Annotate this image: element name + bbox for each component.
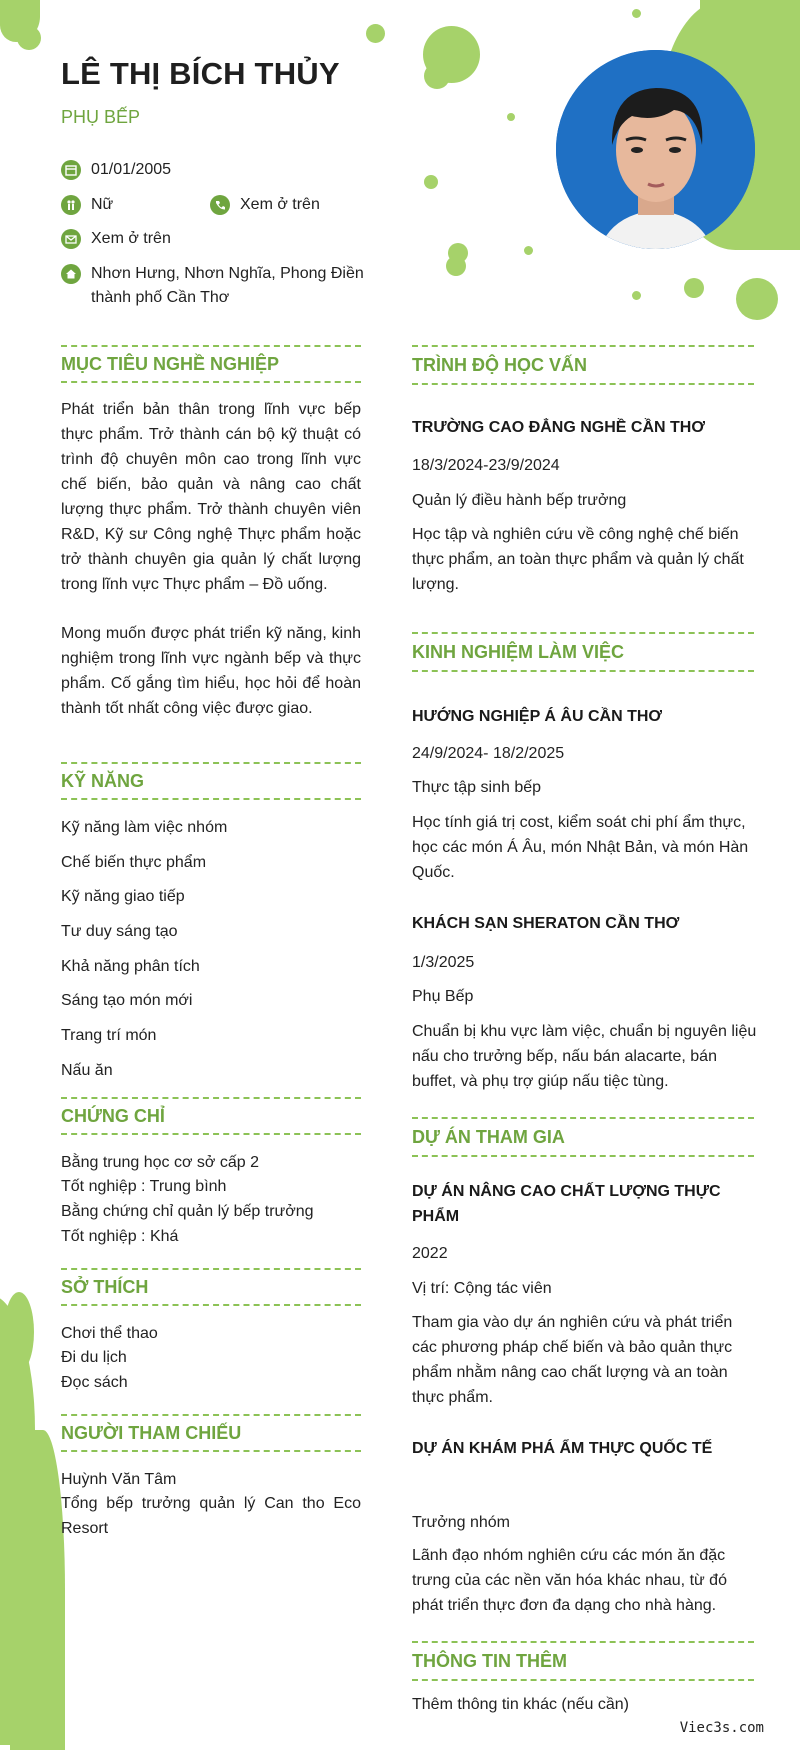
- job-position: Phụ Bếp: [412, 988, 474, 1005]
- skills-heading: KỸ NĂNG: [61, 762, 361, 800]
- skill-item: Kỹ năng giao tiếp: [61, 888, 185, 905]
- job-title: PHỤ BẾP: [61, 107, 141, 127]
- skill-item: Sáng tạo món mới: [61, 992, 193, 1009]
- certificates-heading: CHỨNG CHỈ: [61, 1097, 361, 1135]
- certificate-line: Tốt nghiệp : Trung bình: [61, 1178, 227, 1195]
- address-text: Nhơn Hưng, Nhơn Nghĩa, Phong Điền thành phố Cần Thơ: [91, 265, 364, 306]
- gender-row: [61, 195, 113, 217]
- projects-heading: DỰ ÁN THAM GIA: [412, 1117, 754, 1157]
- education-description: Học tập và nghiên cứu về công nghệ chế biến thực phẩm, an toàn thực phẩm và quản lý chất lượng.: [412, 526, 744, 593]
- project-year: 2022: [412, 1245, 448, 1262]
- address-row: [61, 264, 381, 310]
- certificate-line: Tốt nghiệp : Khá: [61, 1228, 179, 1245]
- education-heading: TRÌNH ĐỘ HỌC VẤN: [412, 345, 754, 385]
- phone-row: [210, 195, 320, 217]
- education-period: 18/3/2024-23/9/2024: [412, 457, 560, 474]
- skill-item: Khả năng phân tích: [61, 958, 200, 975]
- hobby-line: Đọc sách: [61, 1374, 128, 1391]
- calendar-icon: [61, 160, 81, 180]
- birthdate-row: [61, 160, 171, 182]
- email-row: [61, 229, 171, 251]
- home-icon: [61, 264, 81, 284]
- reference-name: Huỳnh Văn Tâm: [61, 1471, 177, 1488]
- email-text: Xem ở trên: [91, 230, 171, 247]
- experience-heading: KINH NGHIỆM LÀM VIỆC: [412, 632, 754, 672]
- additional-heading: THÔNG TIN THÊM: [412, 1641, 754, 1681]
- project-name: DỰ ÁN KHÁM PHÁ ẨM THỰC QUỐC TẾ: [412, 1440, 713, 1457]
- phone-text: Xem ở trên: [240, 196, 320, 213]
- job-description: Chuẩn bị khu vực làm việc, chuẩn bị nguyên liệu nấu cho trưởng bếp, nấu bán alacarte, bán buffet, và phụ trợ giúp nấu tiệc tùng.: [412, 1023, 757, 1090]
- job-description: Học tính giá trị cost, kiểm soát chi phí ẩm thực, học các món Á Âu, món Nhật Bản, và món Hàn Quốc.: [412, 814, 749, 881]
- hobby-line: Chơi thể thao: [61, 1325, 158, 1342]
- job-company: KHÁCH SẠN SHERATON CẦN THƠ: [412, 915, 680, 932]
- skill-item: Chế biến thực phẩm: [61, 854, 207, 871]
- skill-item: Tư duy sáng tạo: [61, 923, 178, 940]
- certificate-line: Bằng trung học cơ sở cấp 2: [61, 1154, 259, 1171]
- additional-text: Thêm thông tin khác (nếu cần): [412, 1696, 630, 1713]
- objective-heading: MỤC TIÊU NGHỀ NGHIỆP: [61, 345, 361, 383]
- job-company: HƯỚNG NGHIỆP Á ÂU CẦN THƠ: [412, 708, 663, 725]
- references-heading: NGƯỜI THAM CHIẾU: [61, 1414, 361, 1452]
- job-period: 1/3/2025: [412, 954, 475, 971]
- skill-item: Trang trí món: [61, 1027, 157, 1044]
- gender-text: Nữ: [91, 196, 114, 213]
- skill-item: Kỹ năng làm việc nhóm: [61, 819, 228, 836]
- candidate-name: LÊ THỊ BÍCH THỦY: [61, 56, 340, 91]
- project-role: Trưởng nhóm: [412, 1514, 510, 1531]
- education-school: TRƯỜNG CAO ĐẲNG NGHỀ CẦN THƠ: [412, 419, 706, 436]
- hobbies-heading: SỞ THÍCH: [61, 1268, 361, 1306]
- job-period: 24/9/2024- 18/2/2025: [412, 745, 565, 762]
- objective-paragraph-1: Phát triển bản thân trong lĩnh vực bếp thực phẩm. Trở thành cán bộ kỹ thuật có trình độ chuyên môn cao trong lĩnh vực chế biến, bảo quản và nâng cao chất lượng thực phẩm. Trở thành chuyên viên R&D, Kỹ sư Công nghệ Thực phẩm hoặc trở thành chuyên gia quản lý chất lượng trong lĩnh vực Thực phẩm – Đồ uống.: [61, 401, 361, 593]
- watermark: Viec3s.com: [679, 1720, 764, 1736]
- project-description: Tham gia vào dự án nghiên cứu và phát triển các phương pháp chế biến và bảo quản thực phẩm nhằm nâng cao chất lượng và an toàn thực phẩm.: [412, 1314, 733, 1406]
- phone-icon: [210, 195, 230, 215]
- project-description: Lãnh đạo nhóm nghiên cứu các món ăn đặc trưng của các nền văn hóa khác nhau, từ đó phát triển thực đơn đa dạng cho nhà hàng.: [412, 1547, 727, 1614]
- reference-detail: Tổng bếp trưởng quản lý Can tho Eco Resort: [61, 1495, 361, 1537]
- project-role: Vị trí: Cộng tác viên: [412, 1280, 552, 1297]
- objective-paragraph-2: Mong muốn được phát triển kỹ năng, kinh nghiệm trong lĩnh vực ngành bếp và thực phẩm. Cố gắng tìm hiểu, học hỏi để hoàn thành tốt nhất công việc được giao.: [61, 625, 361, 717]
- email-icon: [61, 229, 81, 249]
- profile-photo: [556, 50, 755, 249]
- gender-icon: [61, 195, 81, 215]
- skill-item: Nấu ăn: [61, 1062, 113, 1079]
- job-position: Thực tập sinh bếp: [412, 779, 542, 796]
- project-name: DỰ ÁN NÂNG CAO CHẤT LƯỢNG THỰC PHẨM: [412, 1183, 721, 1225]
- person-portrait-icon: [556, 50, 755, 249]
- certificate-line: Bằng chứng chỉ quản lý bếp trưởng: [61, 1203, 314, 1220]
- education-major: Quản lý điều hành bếp trưởng: [412, 492, 627, 509]
- birthdate-text: 01/01/2005: [91, 161, 172, 178]
- hobby-line: Đi du lịch: [61, 1349, 127, 1366]
